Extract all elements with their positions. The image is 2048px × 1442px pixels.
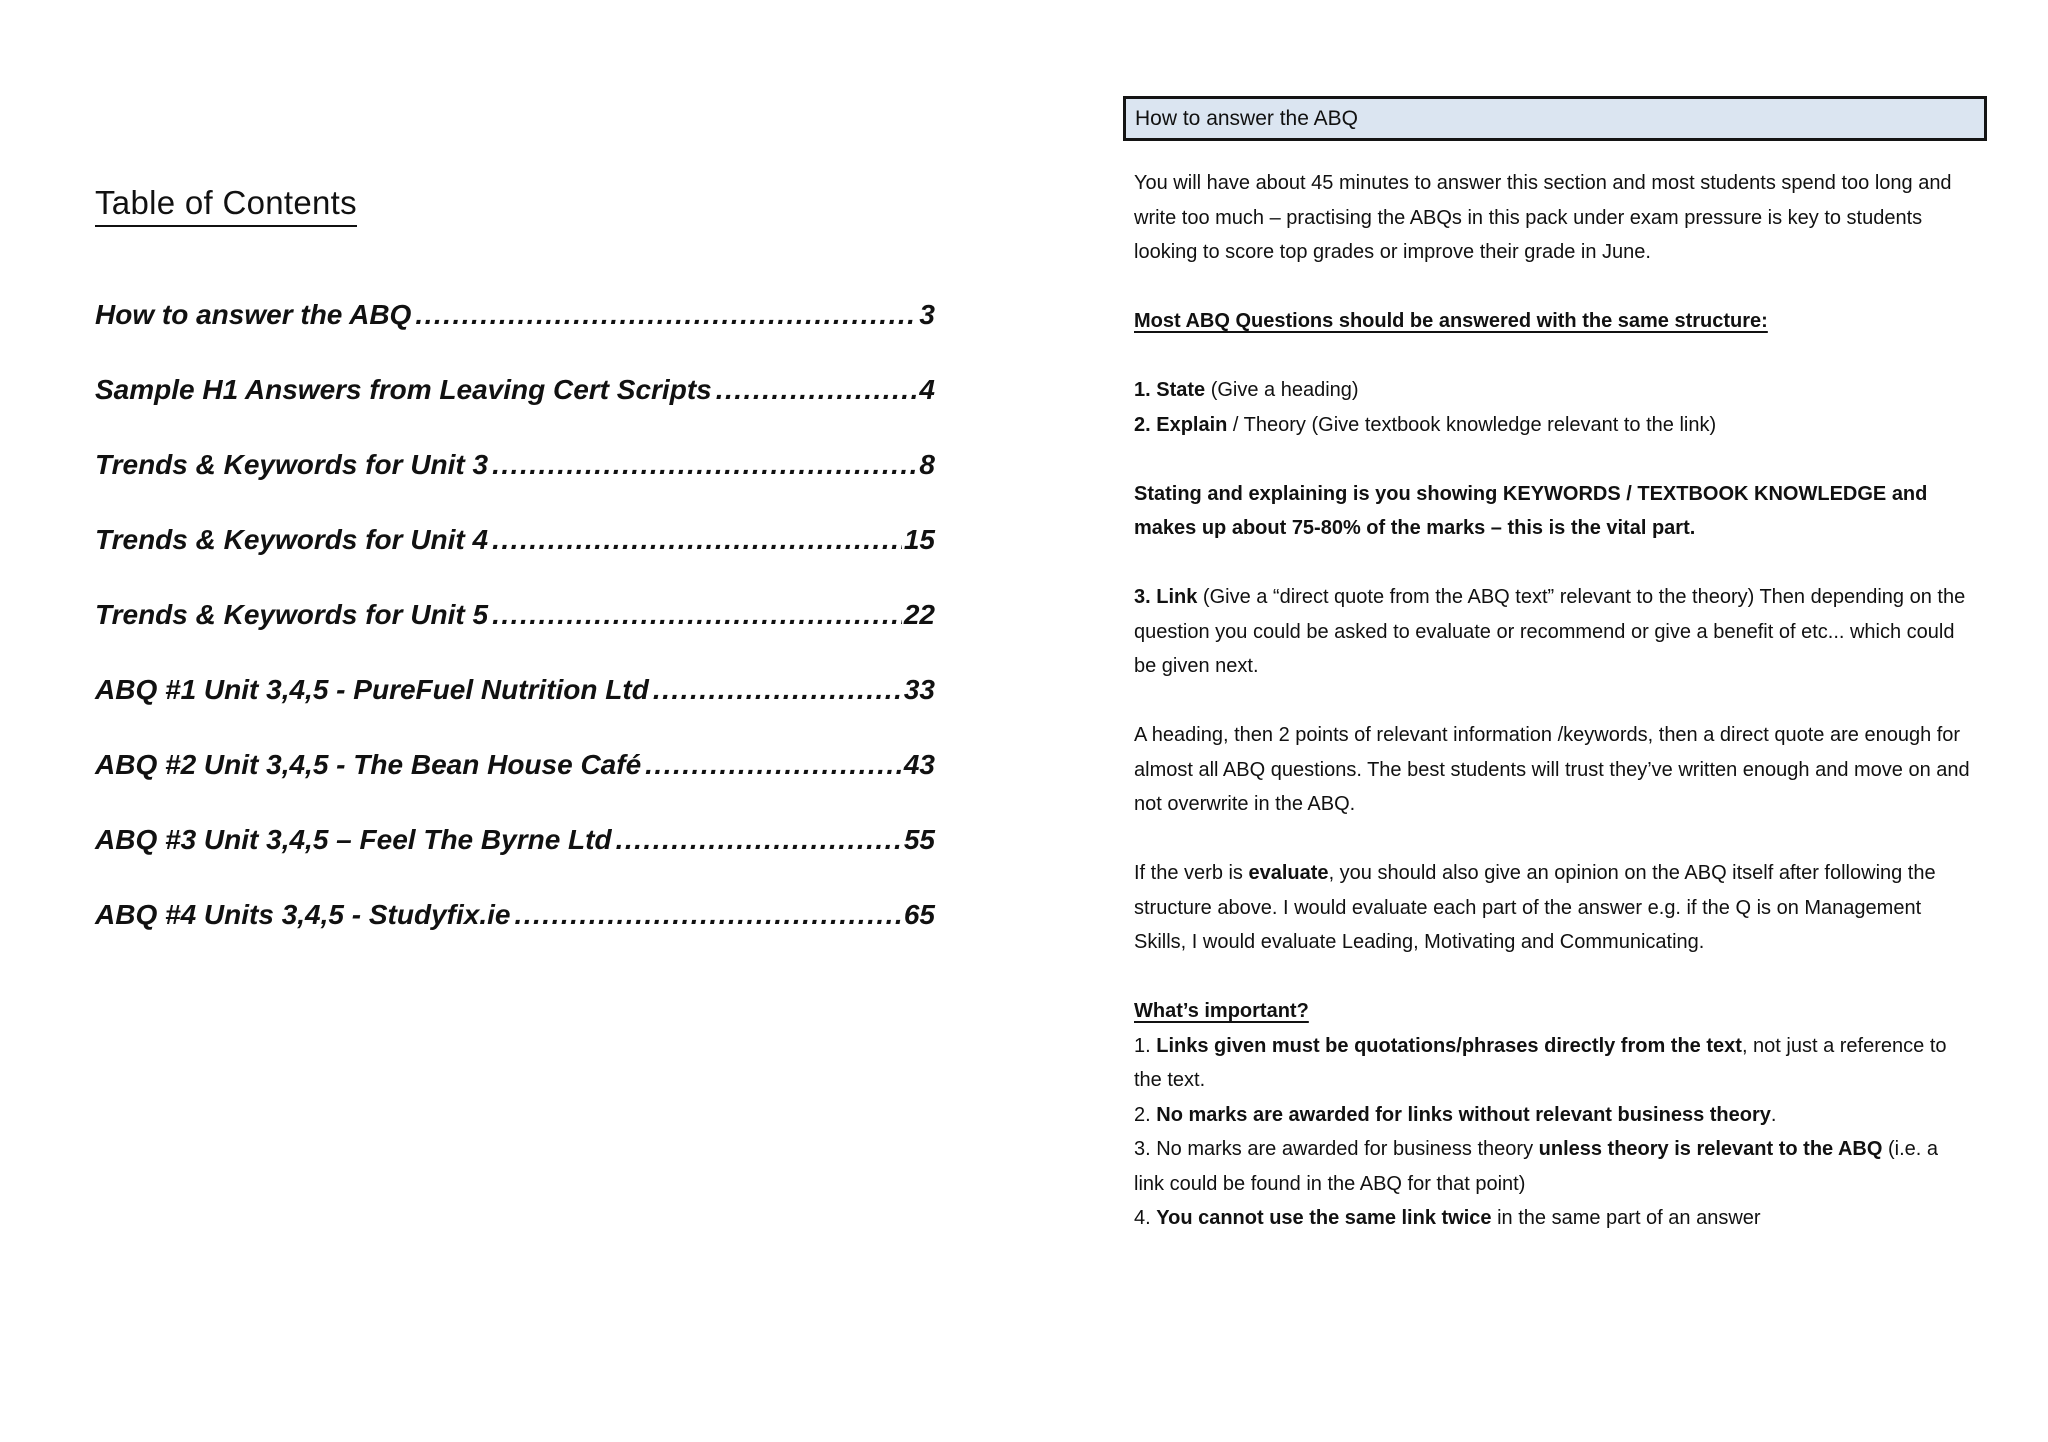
- toc-entry-page: 65: [903, 899, 935, 930]
- toc-entry-page: 15: [903, 524, 935, 555]
- important-item: 1. Links given must be quotations/phrases directly from the text, not just a reference to the text.: [1134, 1034, 1947, 1091]
- toc-entry: [95, 653, 935, 728]
- toc-entry-label: How to answer the ABQ: [95, 299, 412, 330]
- important-heading: [1134, 994, 1972, 1029]
- toc-entry-label: Trends & Keywords for Unit 4: [95, 524, 489, 555]
- step-explain: 2. Explain / Theory (Give textbook knowledge relevant to the link): [1134, 413, 1717, 436]
- toc-entry-page: 4: [919, 374, 935, 405]
- toc-entry: [95, 578, 935, 653]
- link-paragraph: 3. Link (Give a “direct quote from the ABQ text” relevant to the theory) Then depending on the question you could be asked to evaluate or recommend or give a benefit of etc... which could be given next.: [1134, 586, 1966, 677]
- toc-entry-page: 22: [903, 599, 935, 630]
- evaluate-paragraph: If the verb is evaluate, you should also give an opinion on the ABQ itself after following the structure above. I would evaluate each part of the answer e.g. if the Q is on Management Skills, I would evaluate Leading, Motivating and Communicating.: [1134, 862, 1936, 953]
- toc-entry: [95, 728, 935, 803]
- intro-paragraph: You will have about 45 minutes to answer this section and most students spend too long and write too much – practising the ABQs in this pack under exam pressure is key to students looking to score top grades or improve their grade in June.: [1134, 172, 1952, 263]
- step-state: 1. State (Give a heading): [1134, 379, 1359, 401]
- heading-advice-paragraph: A heading, then 2 points of relevant information /keywords, then a direct quote are enough for almost all ABQ questions. The best students will trust they’ve written enough and move on and not overwrite in the ABQ.: [1134, 724, 1970, 815]
- toc-entry-label: ABQ #1 Unit 3,4,5 - PureFuel Nutrition Ltd: [95, 674, 649, 705]
- important-item: 4. You cannot use the same link twice in the same part of an answer: [1134, 1207, 1761, 1229]
- toc-entry-page: 8: [919, 449, 935, 480]
- toc-entry-label: Trends & Keywords for Unit 5: [95, 599, 489, 630]
- toc-entry: [95, 803, 935, 878]
- toc-entry-page: 33: [903, 674, 935, 705]
- toc-list: [95, 278, 935, 953]
- page-title-text: Table of Contents: [95, 184, 357, 227]
- page-title: [95, 184, 357, 222]
- toc-entry-label: Sample H1 Answers from Leaving Cert Scripts: [95, 374, 712, 405]
- structure-steps: [1134, 373, 1972, 442]
- dot-leader: [514, 899, 901, 931]
- important-section: [1134, 994, 1972, 1236]
- toc-entry-page: 3: [919, 299, 935, 330]
- section-header-box: [1123, 96, 1987, 141]
- dot-leader: [492, 449, 917, 481]
- dot-leader: [645, 749, 902, 781]
- dot-leader: [716, 374, 918, 406]
- structure-heading: [1134, 304, 1972, 339]
- section-header-title: How to answer the ABQ: [1135, 107, 1358, 130]
- dot-leader: [616, 824, 902, 856]
- toc-entry: [95, 353, 935, 428]
- toc-entry: [95, 278, 935, 353]
- toc-entry-page: 43: [903, 749, 935, 780]
- important-item: 2. No marks are awarded for links without relevant business theory.: [1134, 1103, 1777, 1126]
- toc-entry-label: ABQ #2 Unit 3,4,5 - The Bean House Café: [95, 749, 642, 780]
- toc-entry-label: ABQ #4 Units 3,4,5 - Studyfix.ie: [95, 899, 511, 930]
- abq-body: [1134, 166, 1972, 1236]
- dot-leader: [492, 599, 902, 631]
- toc-entry-label: Trends & Keywords for Unit 3: [95, 449, 489, 480]
- toc-entry: [95, 503, 935, 578]
- important-heading-text: What’s important?: [1134, 1000, 1309, 1022]
- important-item: 3. No marks are awarded for business theory unless theory is relevant to the ABQ (i.e. a link could be found in the ABQ for that point): [1134, 1138, 1939, 1195]
- structure-heading-text: Most ABQ Questions should be answered with the same structure:: [1134, 310, 1768, 332]
- dot-leader: [653, 674, 902, 706]
- toc-entry: [95, 428, 935, 503]
- vital-paragraph: Stating and explaining is you showing KEYWORDS / TEXTBOOK KNOWLEDGE and makes up about 75-80% of the marks – this is the vital part.: [1134, 482, 1928, 539]
- toc-entry-page: 55: [903, 824, 935, 855]
- dot-leader: [492, 524, 902, 556]
- toc-entry-label: ABQ #3 Unit 3,4,5 – Feel The Byrne Ltd: [95, 824, 612, 855]
- toc-entry: [95, 878, 935, 953]
- dot-leader: [415, 299, 917, 331]
